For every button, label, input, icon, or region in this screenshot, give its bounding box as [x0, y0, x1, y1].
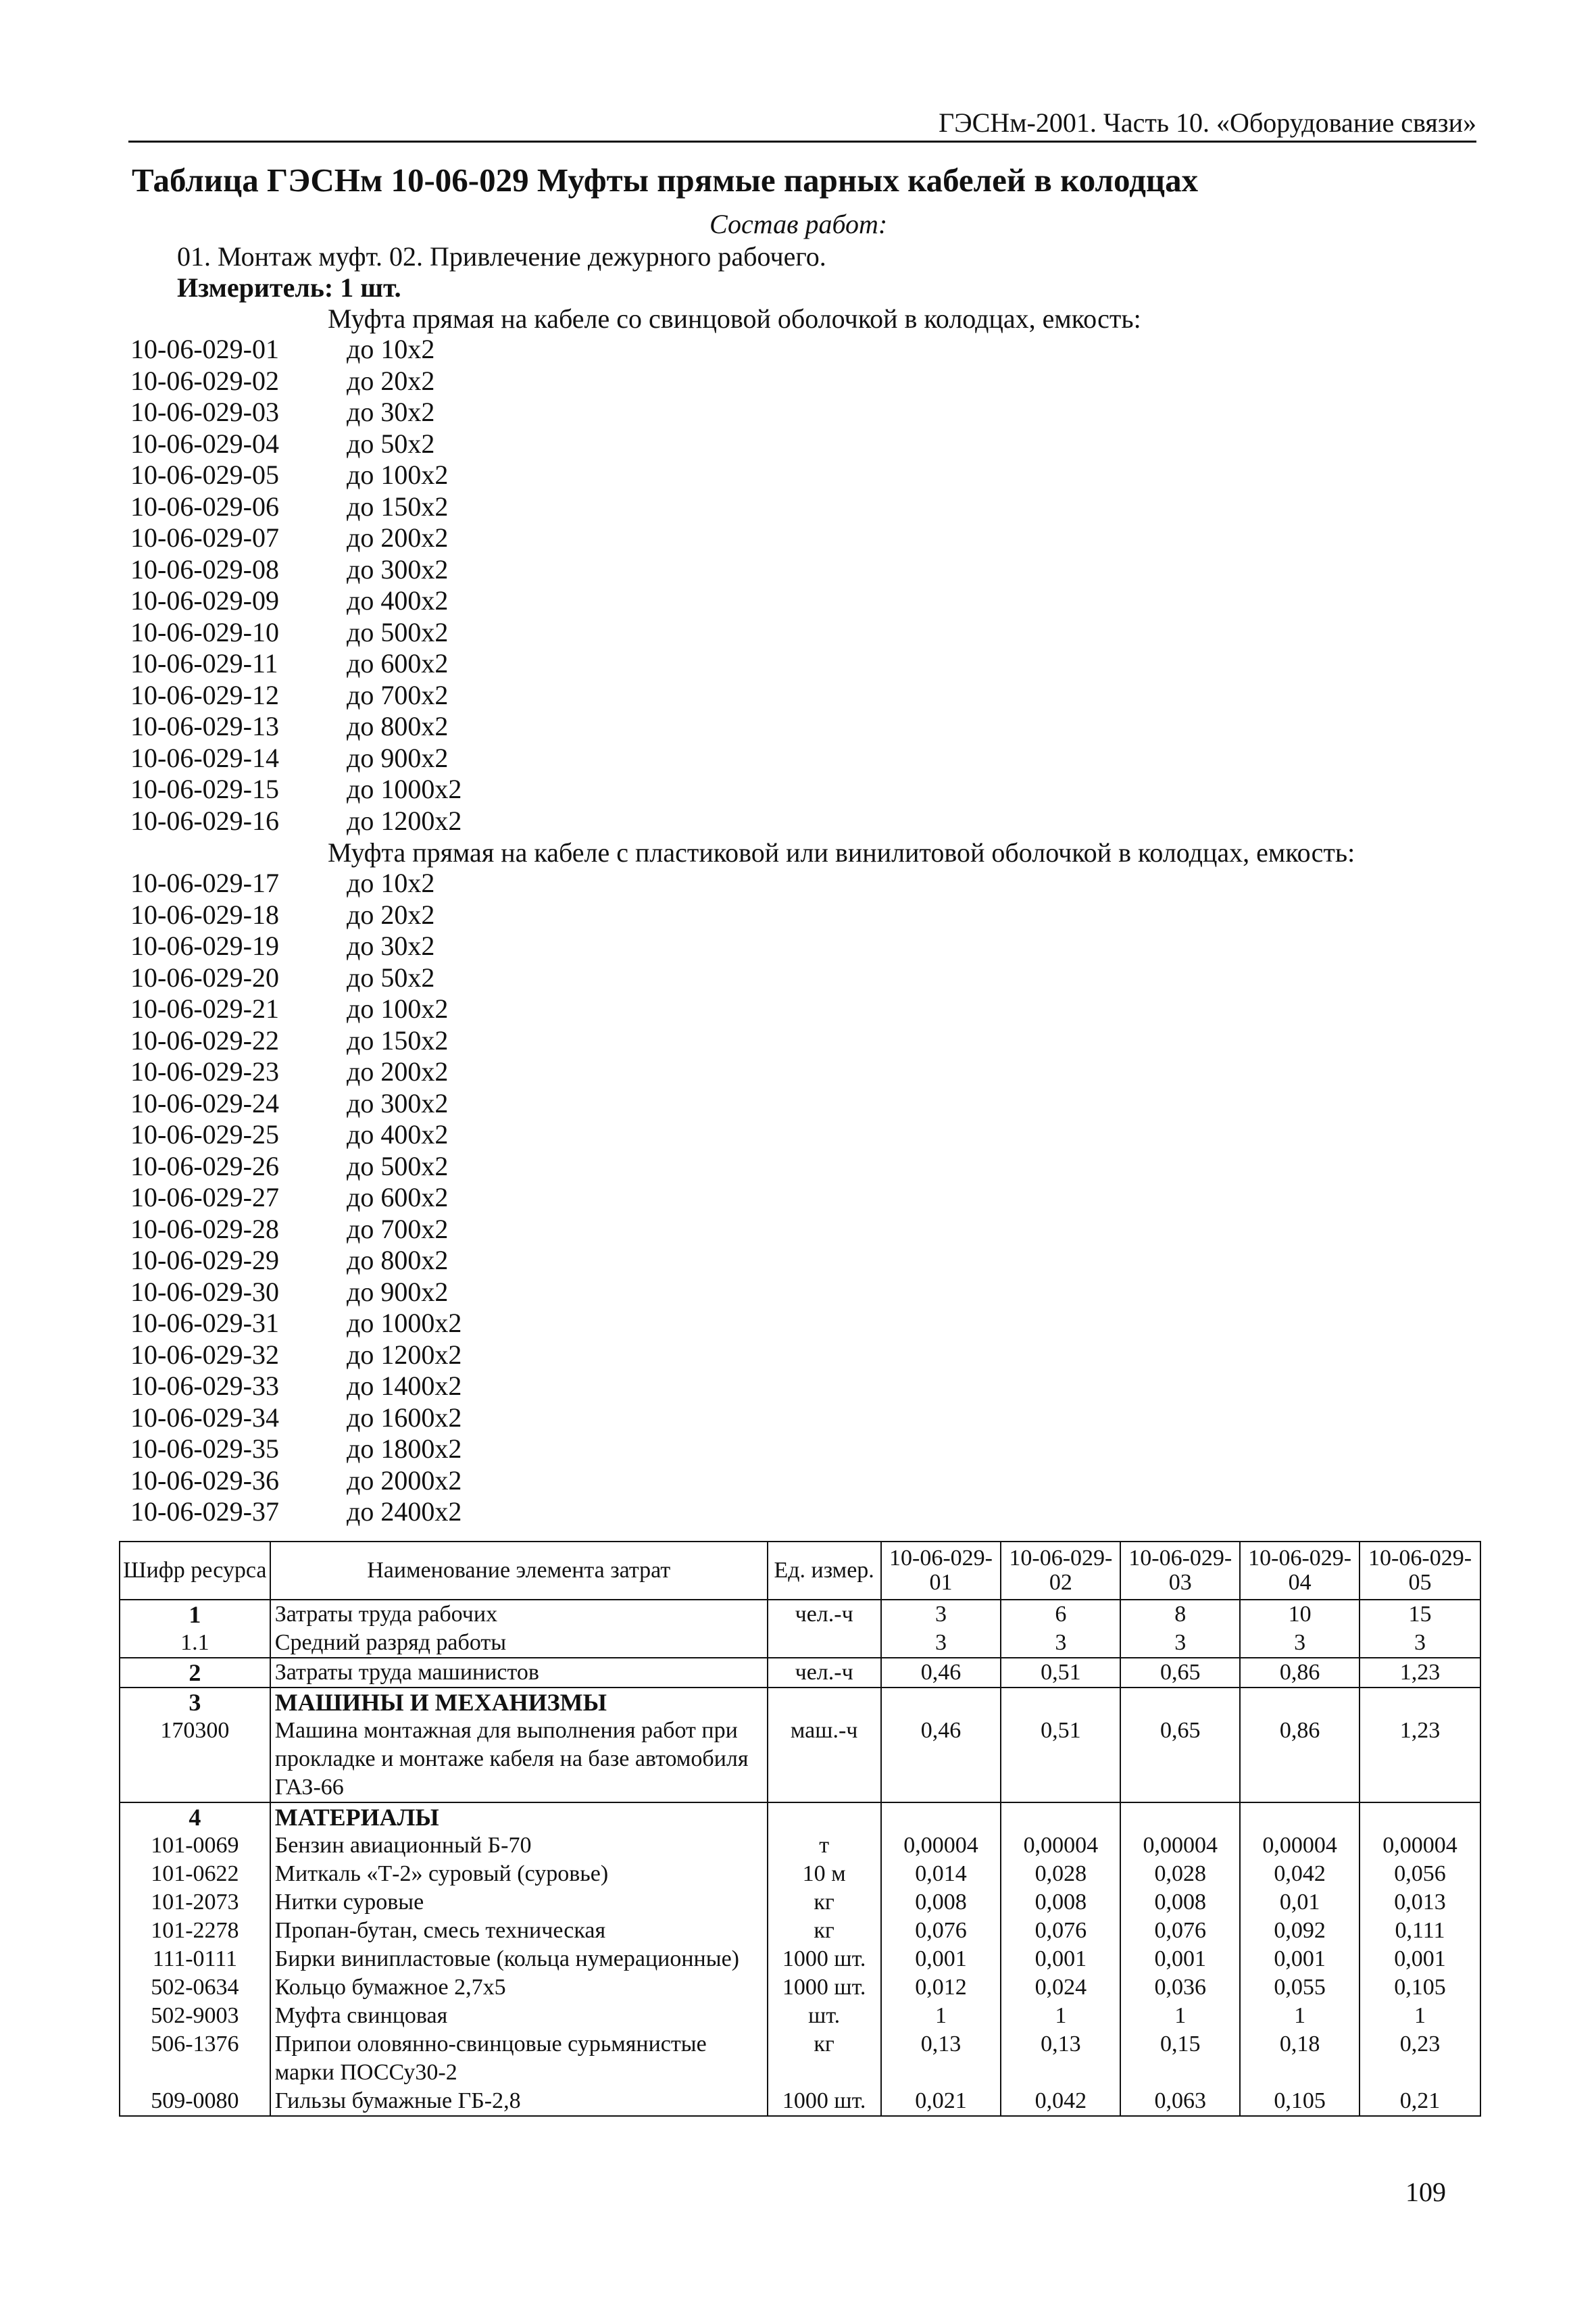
resource-name: МАШИНЫ И МЕХАНИЗМЫ [270, 1688, 768, 1717]
norm-value: 0,076 [881, 1917, 1001, 1945]
capacity: до 1600х2 [347, 1402, 462, 1433]
header-code: Шифр ресурса [120, 1542, 270, 1600]
resource-code: 3 [120, 1688, 270, 1717]
norm-value [1360, 1688, 1480, 1717]
norm-value: 0,46 [881, 1658, 1001, 1688]
norm-value: 0,008 [1001, 1888, 1120, 1917]
norm-value: 3 [1360, 1629, 1480, 1658]
header-unit: Ед. измер. [768, 1542, 881, 1600]
norm-value: 15 [1360, 1600, 1480, 1629]
header-norm-01: 10-06-029-01 [881, 1542, 1001, 1600]
capacity: до 900х2 [347, 1276, 449, 1307]
norm-value: 0,028 [1001, 1860, 1120, 1888]
norm-value: 1 [1120, 2002, 1240, 2030]
capacity: до 700х2 [347, 1213, 449, 1244]
norm-value: 0,65 [1120, 1658, 1240, 1688]
table-row [120, 2087, 1480, 2116]
capacity: до 100х2 [347, 993, 449, 1024]
norm-code: 10-06-029-22 [130, 1025, 279, 1056]
norm-value: 0,111 [1360, 1917, 1480, 1945]
norm-value: 0,063 [1120, 2087, 1240, 2116]
resource-unit: 1000 шт. [768, 1973, 881, 2002]
norm-value: 0,001 [881, 1945, 1001, 1973]
norm-value: 0,013 [1360, 1888, 1480, 1917]
norm-value: 0,105 [1360, 1973, 1480, 2002]
capacity: до 1200х2 [347, 1339, 462, 1370]
capacity: до 200х2 [347, 1056, 449, 1087]
resource-code: 111-0111 [120, 1945, 270, 1973]
norm-code: 10-06-029-20 [130, 962, 279, 993]
norm-code: 10-06-029-07 [130, 522, 279, 553]
resource-code: 506-1376 [120, 2030, 270, 2087]
measurement-unit: Измеритель: 1 шт. [177, 272, 401, 303]
norm-code: 10-06-029-15 [130, 774, 279, 804]
capacity: до 1800х2 [347, 1433, 462, 1464]
capacity: до 1400х2 [347, 1371, 462, 1401]
norm-value [881, 1802, 1001, 1831]
capacity: до 50х2 [347, 962, 435, 993]
group1-title: Муфта прямая на кабеле со свинцовой оболочкой в колодцах, емкость: [328, 303, 1141, 334]
norm-value [881, 1688, 1001, 1717]
resource-name: Муфта свинцовая [270, 2002, 768, 2030]
table-row [120, 1973, 1480, 2002]
resource-name: Затраты труда рабочих [270, 1600, 768, 1629]
resource-name: Миткаль «Т-2» суровый (суровье) [270, 1860, 768, 1888]
norm-value: 10 [1240, 1600, 1360, 1629]
norm-code: 10-06-029-23 [130, 1056, 279, 1087]
norm-code: 10-06-029-27 [130, 1182, 279, 1212]
norm-value: 0,21 [1360, 2087, 1480, 2116]
table-row [120, 1717, 1480, 1802]
table-header-row [120, 1542, 1480, 1600]
resource-unit: кг [768, 1917, 881, 1945]
resource-code: 170300 [120, 1717, 270, 1802]
norm-value: 1 [1360, 2002, 1480, 2030]
header-norm-05: 10-06-029-05 [1360, 1542, 1480, 1600]
page-number: 109 [1405, 2177, 1446, 2207]
resource-name: Пропан-бутан, смесь техническая [270, 1917, 768, 1945]
norm-value: 0,00004 [1360, 1831, 1480, 1860]
resource-code: 101-2278 [120, 1917, 270, 1945]
capacity: до 100х2 [347, 460, 449, 490]
norm-value: 3 [881, 1629, 1001, 1658]
resource-name: Нитки суровые [270, 1888, 768, 1917]
table-row [120, 1688, 1480, 1717]
norm-value: 0,86 [1240, 1717, 1360, 1802]
norm-code: 10-06-029-12 [130, 679, 279, 710]
header-norm-03: 10-06-029-03 [1120, 1542, 1240, 1600]
norm-value: 0,042 [1240, 1860, 1360, 1888]
table-row [120, 1888, 1480, 1917]
norm-value: 0,012 [881, 1973, 1001, 2002]
capacity: до 2000х2 [347, 1464, 462, 1496]
norm-code: 10-06-029-10 [130, 616, 279, 647]
resource-name: Гильзы бумажные ГБ-2,8 [270, 2087, 768, 2116]
norm-value: 8 [1120, 1600, 1240, 1629]
norm-value: 1 [881, 2002, 1001, 2030]
norm-code: 10-06-029-19 [130, 931, 279, 961]
norm-value: 0,15 [1120, 2030, 1240, 2087]
norm-code: 10-06-029-11 [130, 648, 278, 679]
norm-code: 10-06-029-35 [130, 1433, 279, 1464]
norm-code: 10-06-029-29 [130, 1245, 279, 1275]
norm-value: 0,092 [1240, 1917, 1360, 1945]
norm-value: 3 [881, 1600, 1001, 1629]
capacity: до 30х2 [347, 931, 435, 961]
norm-code: 10-06-029-02 [130, 365, 279, 396]
norm-value: 0,23 [1360, 2030, 1480, 2087]
norm-value: 0,014 [881, 1860, 1001, 1888]
norm-code: 10-06-029-26 [130, 1150, 279, 1181]
norm-value: 0,46 [881, 1717, 1001, 1802]
table-row [120, 2002, 1480, 2030]
norm-value: 0,076 [1120, 1917, 1240, 1945]
resource-unit: чел.-ч [768, 1658, 881, 1688]
norm-value [1120, 1802, 1240, 1831]
group2-title: Муфта прямая на кабеле с пластиковой или винилитовой оболочкой в колодцах, емкость: [328, 837, 1355, 868]
norm-code: 10-06-029-17 [130, 868, 279, 898]
resource-unit: т [768, 1831, 881, 1860]
norm-code: 10-06-029-37 [130, 1496, 279, 1527]
resource-code: 101-0069 [120, 1831, 270, 1860]
norm-code: 10-06-029-25 [130, 1119, 279, 1150]
capacity: до 150х2 [347, 491, 449, 522]
capacity: до 30х2 [347, 397, 435, 427]
resource-name: МАТЕРИАЛЫ [270, 1802, 768, 1831]
norm-value: 0,056 [1360, 1860, 1480, 1888]
norm-code: 10-06-029-04 [130, 428, 279, 459]
norm-value: 0,042 [1001, 2087, 1120, 2116]
norm-value: 0,51 [1001, 1658, 1120, 1688]
norm-code: 10-06-029-32 [130, 1339, 279, 1370]
capacity: до 300х2 [347, 1087, 449, 1118]
resource-unit: кг [768, 1888, 881, 1917]
resource-name: Средний разряд работы [270, 1629, 768, 1658]
norm-value: 0,00004 [881, 1831, 1001, 1860]
norm-code: 10-06-029-24 [130, 1087, 279, 1118]
resource-unit: шт. [768, 2002, 881, 2030]
norm-code: 10-06-029-18 [130, 899, 279, 930]
norm-value: 0,001 [1240, 1945, 1360, 1973]
resource-name: Бирки винипластовые (кольца нумерационные) [270, 1945, 768, 1973]
capacity: до 400х2 [347, 585, 449, 616]
norm-value [1360, 1802, 1480, 1831]
resource-code: 101-2073 [120, 1888, 270, 1917]
capacity: до 900х2 [347, 742, 449, 773]
capacity: до 200х2 [347, 522, 449, 553]
norm-value: 0,024 [1001, 1973, 1120, 2002]
resource-name: Затраты труда машинистов [270, 1658, 768, 1688]
resource-name: Припои оловянно-свинцовые сурьмянистые марки ПОССу30-2 [270, 2030, 768, 2087]
resource-unit [768, 1629, 881, 1658]
capacity: до 10х2 [347, 334, 435, 364]
norm-value: 0,008 [1120, 1888, 1240, 1917]
resource-code: 1.1 [120, 1629, 270, 1658]
resource-code: 101-0622 [120, 1860, 270, 1888]
norm-code: 10-06-029-34 [130, 1402, 279, 1433]
norm-value: 0,076 [1001, 1917, 1120, 1945]
table-row [120, 1831, 1480, 1860]
resource-unit [768, 1688, 881, 1717]
norm-value: 0,105 [1240, 2087, 1360, 2116]
norm-value: 0,055 [1240, 1973, 1360, 2002]
resource-unit [768, 1802, 881, 1831]
norm-code: 10-06-029-09 [130, 585, 279, 616]
capacity: до 500х2 [347, 616, 449, 647]
header-name: Наименование элемента затрат [270, 1542, 768, 1600]
table-row [120, 1802, 1480, 1831]
norm-value: 0,18 [1240, 2030, 1360, 2087]
norm-value: 0,036 [1120, 1973, 1240, 2002]
table-row [120, 1945, 1480, 1973]
header-rule [128, 141, 1476, 143]
norm-value: 0,001 [1360, 1945, 1480, 1973]
header-norm-04: 10-06-029-04 [1240, 1542, 1360, 1600]
norm-code: 10-06-029-01 [130, 334, 279, 364]
capacity: до 20х2 [347, 899, 435, 930]
norm-value: 0,13 [1001, 2030, 1120, 2087]
resource-code: 509-0080 [120, 2087, 270, 2116]
norm-value: 0,028 [1120, 1860, 1240, 1888]
resource-code: 502-9003 [120, 2002, 270, 2030]
norm-value: 0,65 [1120, 1717, 1240, 1802]
norm-value: 0,021 [881, 2087, 1001, 2116]
norm-code: 10-06-029-28 [130, 1213, 279, 1244]
table-row [120, 1917, 1480, 1945]
norm-code: 10-06-029-31 [130, 1308, 279, 1338]
resource-table [119, 1541, 1481, 2117]
norm-value: 0,00004 [1001, 1831, 1120, 1860]
capacity: до 1200х2 [347, 805, 462, 836]
table-row [120, 1860, 1480, 1888]
norm-code: 10-06-029-03 [130, 397, 279, 427]
running-header: ГЭСНм-2001. Часть 10. «Оборудование связи» [939, 107, 1476, 138]
resource-code: 1 [120, 1600, 270, 1629]
capacity: до 20х2 [347, 365, 435, 396]
norm-value [1001, 1688, 1120, 1717]
capacity: до 10х2 [347, 868, 435, 898]
norm-code: 10-06-029-05 [130, 460, 279, 490]
resource-unit: чел.-ч [768, 1600, 881, 1629]
norm-value [1240, 1802, 1360, 1831]
norm-value: 0,13 [881, 2030, 1001, 2087]
resource-code: 502-0634 [120, 1973, 270, 2002]
norm-value: 3 [1001, 1629, 1120, 1658]
capacity: до 2400х2 [347, 1496, 462, 1527]
table-row [120, 1629, 1480, 1658]
table-row [120, 1658, 1480, 1688]
norm-value: 3 [1240, 1629, 1360, 1658]
work-composition-text: 01. Монтаж муфт. 02. Привлечение дежурного рабочего. [177, 241, 826, 272]
norm-code: 10-06-029-14 [130, 742, 279, 773]
norm-code: 10-06-029-08 [130, 553, 279, 585]
norm-value: 1 [1240, 2002, 1360, 2030]
resource-code: 2 [120, 1658, 270, 1688]
norm-value: 3 [1120, 1629, 1240, 1658]
norm-code: 10-06-029-21 [130, 993, 279, 1024]
resource-unit: 10 м [768, 1860, 881, 1888]
resource-unit: кг [768, 2030, 881, 2087]
capacity: до 400х2 [347, 1119, 449, 1150]
norm-value: 0,008 [881, 1888, 1001, 1917]
resource-unit: 1000 шт. [768, 1945, 881, 1973]
table-row [120, 2030, 1480, 2087]
norm-value [1001, 1802, 1120, 1831]
capacity: до 50х2 [347, 428, 435, 459]
norm-code: 10-06-029-30 [130, 1276, 279, 1307]
capacity: до 150х2 [347, 1025, 449, 1056]
norm-value [1120, 1688, 1240, 1717]
header-norm-02: 10-06-029-02 [1001, 1542, 1120, 1600]
norm-value: 1,23 [1360, 1717, 1480, 1802]
resource-name: Машина монтажная для выполнения работ при прокладке и монтаже кабеля на базе автомобиля ГАЗ-66 [270, 1717, 768, 1802]
norm-value: 0,001 [1120, 1945, 1240, 1973]
norm-value: 0,51 [1001, 1717, 1120, 1802]
norm-code: 10-06-029-13 [130, 711, 279, 741]
capacity: до 600х2 [347, 1182, 449, 1212]
norm-value: 0,00004 [1240, 1831, 1360, 1860]
capacity: до 700х2 [347, 679, 449, 710]
norm-value [1240, 1688, 1360, 1717]
norm-value: 6 [1001, 1600, 1120, 1629]
capacity: до 1000х2 [347, 774, 462, 804]
capacity: до 600х2 [347, 648, 449, 679]
capacity: до 300х2 [347, 553, 449, 585]
norm-code: 10-06-029-06 [130, 491, 279, 522]
norm-code: 10-06-029-16 [130, 805, 279, 836]
norm-code: 10-06-029-36 [130, 1464, 279, 1496]
capacity: до 800х2 [347, 711, 449, 741]
resource-name: Кольцо бумажное 2,7х5 [270, 1973, 768, 2002]
table-title: Таблица ГЭСНм 10-06-029 Муфты прямые парных кабелей в колодцах [132, 162, 1199, 199]
norm-code: 10-06-029-33 [130, 1371, 279, 1401]
resource-name: Бензин авиационный Б-70 [270, 1831, 768, 1860]
table-row [120, 1600, 1480, 1629]
capacity: до 800х2 [347, 1245, 449, 1275]
norm-value: 0,001 [1001, 1945, 1120, 1973]
resource-unit: маш.-ч [768, 1717, 881, 1802]
capacity: до 1000х2 [347, 1308, 462, 1338]
norm-value: 0,01 [1240, 1888, 1360, 1917]
work-composition-label: Состав работ: [709, 209, 888, 239]
norm-value: 1 [1001, 2002, 1120, 2030]
capacity: до 500х2 [347, 1150, 449, 1181]
norm-value: 0,86 [1240, 1658, 1360, 1688]
norm-value: 0,00004 [1120, 1831, 1240, 1860]
resource-unit: 1000 шт. [768, 2087, 881, 2116]
norm-value: 1,23 [1360, 1658, 1480, 1688]
resource-code: 4 [120, 1802, 270, 1831]
